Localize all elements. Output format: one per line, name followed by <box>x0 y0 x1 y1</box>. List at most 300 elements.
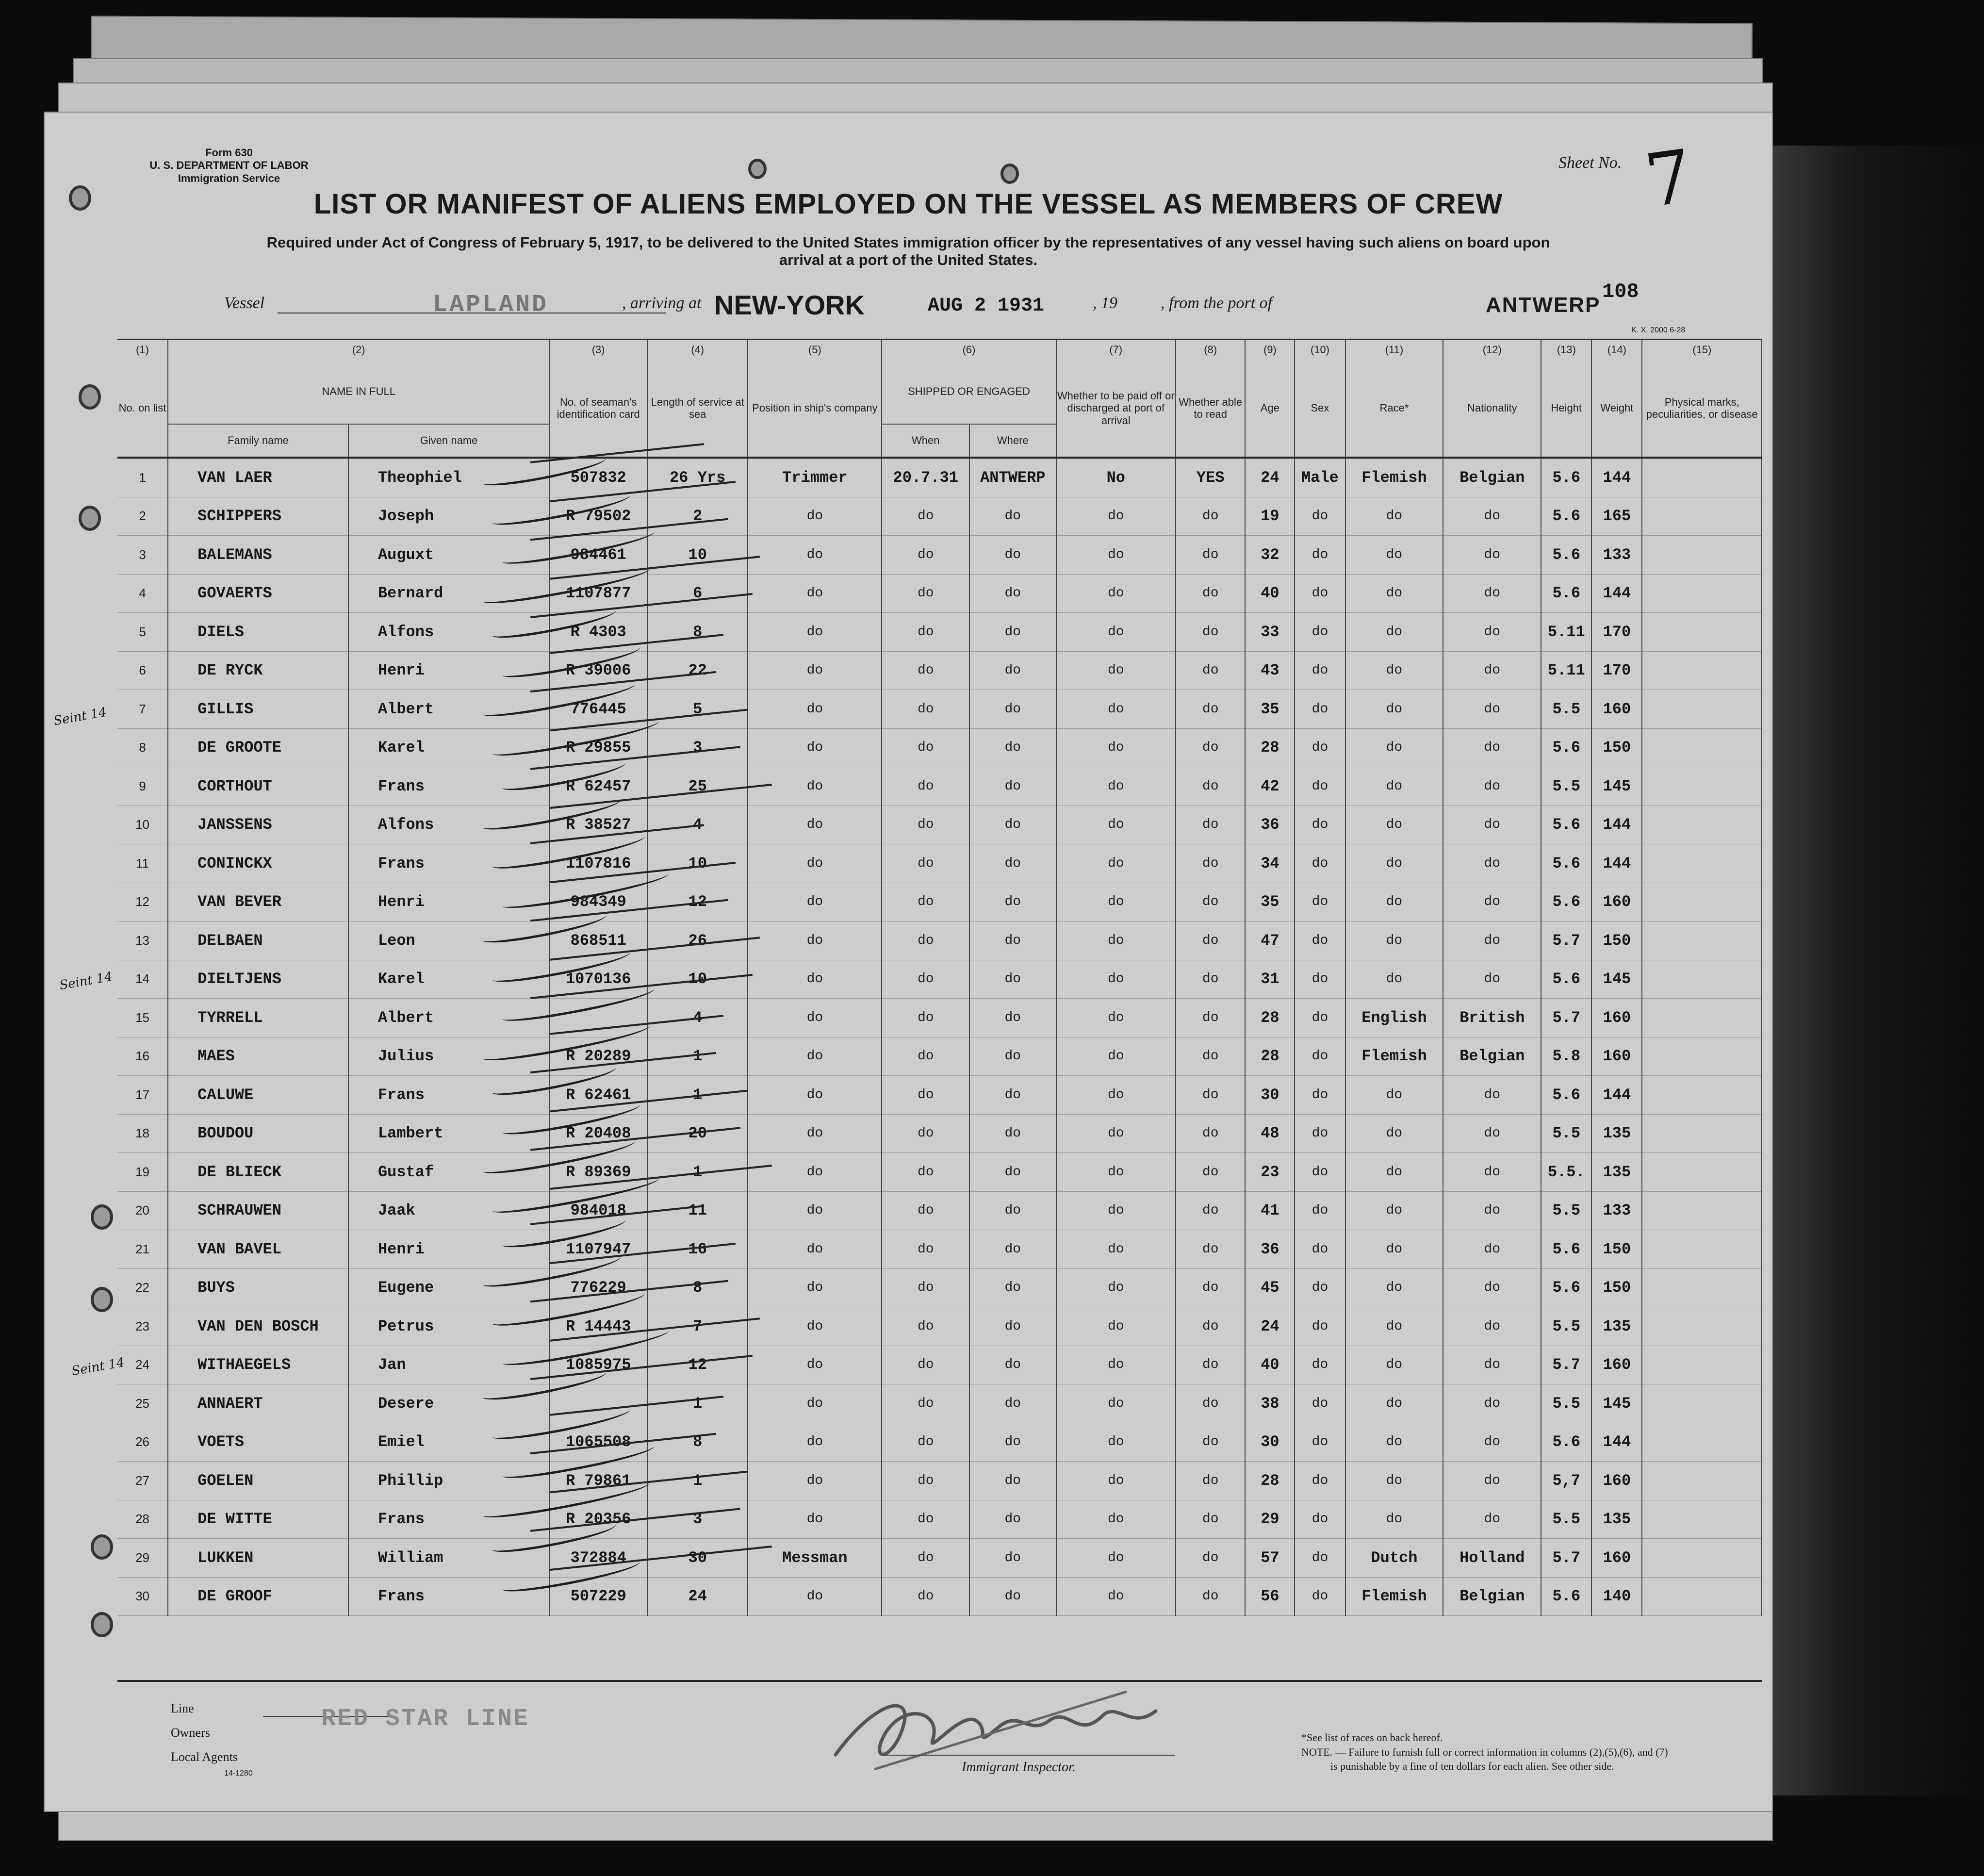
family-name: SCHIPPERS <box>168 497 348 536</box>
family-name: DELBAEN <box>168 922 348 960</box>
shipped-when: do <box>882 1076 969 1115</box>
able-to-read: do <box>1176 999 1245 1037</box>
given-name: Jaak <box>348 1191 549 1230</box>
table-row <box>117 1037 1762 1076</box>
table-row <box>117 1346 1762 1384</box>
shipped-where: do <box>969 1307 1056 1346</box>
shipped-when: do <box>882 1268 969 1307</box>
shipped-when: do <box>882 1539 969 1578</box>
given-name: Alfons <box>348 806 549 844</box>
position: do <box>748 574 882 613</box>
position: do <box>748 1500 882 1539</box>
paid-off: do <box>1056 728 1176 767</box>
col-number-14: (14) <box>1591 340 1642 360</box>
binding-hole <box>79 384 101 410</box>
sex: do <box>1295 728 1345 767</box>
departure-port: ANTWERP <box>1486 293 1601 317</box>
weight: 144 <box>1591 806 1642 844</box>
sheet-number: 7 <box>1640 134 1698 224</box>
physical-marks <box>1642 883 1762 922</box>
weight: 160 <box>1591 690 1642 729</box>
position: do <box>748 767 882 806</box>
height: 5.11 <box>1541 613 1591 652</box>
col-number-11: (11) <box>1345 340 1443 360</box>
able-to-read: do <box>1176 1539 1245 1578</box>
able-to-read: do <box>1176 536 1245 575</box>
col-number-4: (4) <box>647 340 748 360</box>
shipped-where: do <box>969 922 1056 960</box>
height: 5.6 <box>1541 806 1591 844</box>
given-name: Alfons <box>348 613 549 652</box>
race: do <box>1345 922 1443 960</box>
weight: 144 <box>1591 1076 1642 1115</box>
nationality: do <box>1443 1346 1541 1384</box>
paid-off: do <box>1056 1037 1176 1076</box>
row-number: 22 <box>117 1268 168 1307</box>
weight: 150 <box>1591 1230 1642 1269</box>
weight: 144 <box>1591 844 1642 883</box>
page-title: LIST OR MANIFEST OF ALIENS EMPLOYED ON THE VESSEL AS MEMBERS OF CREW <box>313 188 1503 220</box>
shipped-where: do <box>969 1114 1056 1153</box>
sheet-extra-number: 108 <box>1602 280 1639 303</box>
family-name: GILLIS <box>168 690 348 729</box>
col-number-7: (7) <box>1056 340 1176 360</box>
row-number: 14 <box>117 960 168 999</box>
age: 36 <box>1245 1230 1295 1269</box>
shipped-when: do <box>882 728 969 767</box>
department-name: U. S. DEPARTMENT OF LABOR <box>149 159 309 172</box>
table-row <box>117 651 1762 690</box>
id-card-number: R 79502 <box>549 497 647 536</box>
service-length: 4 <box>647 806 748 844</box>
service-name: Immigration Service <box>178 172 280 184</box>
race: do <box>1345 767 1443 806</box>
paid-off: do <box>1056 497 1176 536</box>
id-card-number: R 20356 <box>549 1500 647 1539</box>
race: Flemish <box>1345 1577 1443 1616</box>
col-number-15: (15) <box>1642 340 1762 360</box>
physical-marks <box>1642 497 1762 536</box>
shipped-where: do <box>969 497 1056 536</box>
nationality: do <box>1443 922 1541 960</box>
position: Messman <box>748 1539 882 1578</box>
shipped-when: do <box>882 690 969 729</box>
race: do <box>1345 1462 1443 1500</box>
binding-hole <box>79 506 101 531</box>
given-name: Phillip <box>348 1462 549 1500</box>
row-number: 26 <box>117 1423 168 1462</box>
paid-off: do <box>1056 960 1176 999</box>
age: 29 <box>1245 1500 1295 1539</box>
table-row <box>117 1114 1762 1153</box>
race: do <box>1345 960 1443 999</box>
shipped-when: do <box>882 651 969 690</box>
col-number-1: (1) <box>117 340 168 360</box>
race: do <box>1345 1114 1443 1153</box>
shipped-where: do <box>969 1037 1056 1076</box>
sex: do <box>1295 1076 1345 1115</box>
given-name: Karel <box>348 728 549 767</box>
age: 48 <box>1245 1114 1295 1153</box>
weight: 165 <box>1591 497 1642 536</box>
position: do <box>748 960 882 999</box>
table-row <box>117 497 1762 536</box>
age: 19 <box>1245 497 1295 536</box>
shipped-where: do <box>969 806 1056 844</box>
service-length: 8 <box>647 613 748 652</box>
physical-marks <box>1642 1423 1762 1462</box>
physical-marks <box>1642 1346 1762 1384</box>
paid-off: do <box>1056 806 1176 844</box>
physical-marks <box>1642 1462 1762 1500</box>
family-name: VAN BAVEL <box>168 1230 348 1269</box>
given-name: Henri <box>348 651 549 690</box>
position: do <box>748 1191 882 1230</box>
physical-marks <box>1642 1539 1762 1578</box>
shipped-where: do <box>969 1423 1056 1462</box>
arrival-port: NEW-YORK <box>714 290 865 320</box>
height: 5.7 <box>1541 999 1591 1037</box>
service-length: 30 <box>647 1539 748 1578</box>
col-number-2: (2) <box>168 340 549 360</box>
sheet-label: Sheet No. <box>1558 154 1622 172</box>
weight: 150 <box>1591 922 1642 960</box>
given-name: Frans <box>348 1577 549 1616</box>
sex: do <box>1295 1268 1345 1307</box>
sex: do <box>1295 1539 1345 1578</box>
row-number: 21 <box>117 1230 168 1269</box>
row-number: 18 <box>117 1114 168 1153</box>
sex: do <box>1295 613 1345 652</box>
nationality: do <box>1443 613 1541 652</box>
weight: 160 <box>1591 883 1642 922</box>
id-card-number: R 79861 <box>549 1462 647 1500</box>
id-card-number: R 38527 <box>549 806 647 844</box>
weight: 144 <box>1591 458 1642 497</box>
height: 5.8 <box>1541 1037 1591 1076</box>
given-name: Albert <box>348 999 549 1037</box>
shipped-when: do <box>882 767 969 806</box>
subtitle-line-2: arrival at a port of the United States. <box>779 251 1038 268</box>
table-row <box>117 999 1762 1037</box>
family-name: CORTHOUT <box>168 767 348 806</box>
shipped-when: do <box>882 613 969 652</box>
physical-marks <box>1642 1037 1762 1076</box>
family-name: BALEMANS <box>168 536 348 575</box>
table-row <box>117 1500 1762 1539</box>
able-to-read: do <box>1176 651 1245 690</box>
family-name: DE WITTE <box>168 1500 348 1539</box>
position: do <box>748 1423 882 1462</box>
family-name: WITHAEGELS <box>168 1346 348 1384</box>
shipped-where: do <box>969 1384 1056 1423</box>
sex: do <box>1295 1384 1345 1423</box>
sex: do <box>1295 999 1345 1037</box>
sex: do <box>1295 497 1345 536</box>
row-number: 12 <box>117 883 168 922</box>
weight: 144 <box>1591 574 1642 613</box>
header-paid-off: Whether to be paid off or discharged at port of arrival <box>1056 360 1176 458</box>
weight: 145 <box>1591 767 1642 806</box>
nationality: do <box>1443 536 1541 575</box>
row-number: 2 <box>117 497 168 536</box>
age: 40 <box>1245 1346 1295 1384</box>
given-name: Petrus <box>348 1307 549 1346</box>
nationality: Belgian <box>1443 458 1541 497</box>
id-card-number: R 29855 <box>549 728 647 767</box>
able-to-read: do <box>1176 1076 1245 1115</box>
row-number: 17 <box>117 1076 168 1115</box>
sex: do <box>1295 806 1345 844</box>
height: 5.5 <box>1541 1500 1591 1539</box>
physical-marks <box>1642 999 1762 1037</box>
from-port-label: , from the port of <box>1161 294 1273 312</box>
able-to-read: do <box>1176 922 1245 960</box>
paid-off: do <box>1056 999 1176 1037</box>
col-number-9: (9) <box>1245 340 1295 360</box>
table-row <box>117 1462 1762 1500</box>
given-name: Joseph <box>348 497 549 536</box>
family-name: MAES <box>168 1037 348 1076</box>
race: do <box>1345 1268 1443 1307</box>
id-card-number: 507229 <box>549 1577 647 1616</box>
nationality: Holland <box>1443 1539 1541 1578</box>
able-to-read: YES <box>1176 458 1245 497</box>
col-number-13: (13) <box>1541 340 1591 360</box>
family-name: VOETS <box>168 1423 348 1462</box>
shipped-where: ANTWERP <box>969 458 1056 497</box>
sex: do <box>1295 883 1345 922</box>
family-name: BUYS <box>168 1268 348 1307</box>
height: 5.6 <box>1541 497 1591 536</box>
paid-off: do <box>1056 922 1176 960</box>
service-length: 16 <box>647 1230 748 1269</box>
given-name: Henri <box>348 1230 549 1269</box>
nationality: do <box>1443 960 1541 999</box>
age: 34 <box>1245 844 1295 883</box>
paid-off: do <box>1056 536 1176 575</box>
physical-marks <box>1642 1500 1762 1539</box>
able-to-read: do <box>1176 1230 1245 1269</box>
physical-marks <box>1642 806 1762 844</box>
shipped-where: do <box>969 1462 1056 1500</box>
shipped-where: do <box>969 613 1056 652</box>
position: do <box>748 922 882 960</box>
height: 5.6 <box>1541 1577 1591 1616</box>
nationality: do <box>1443 1462 1541 1500</box>
race: do <box>1345 690 1443 729</box>
service-length: 22 <box>647 651 748 690</box>
given-name: Frans <box>348 1076 549 1115</box>
weight: 145 <box>1591 1384 1642 1423</box>
nationality: do <box>1443 690 1541 729</box>
family-name: GOELEN <box>168 1462 348 1500</box>
age: 24 <box>1245 458 1295 497</box>
service-length: 25 <box>647 767 748 806</box>
note-penalty: NOTE. — Failure to furnish full or correct information in columns (2),(5),(6), and (7) <box>1301 1745 1668 1758</box>
sex: do <box>1295 651 1345 690</box>
given-name: Frans <box>348 767 549 806</box>
manifest-page <box>44 112 1773 1812</box>
nationality: do <box>1443 728 1541 767</box>
owners-label: Owners <box>171 1726 210 1740</box>
row-number: 11 <box>117 844 168 883</box>
nationality: British <box>1443 999 1541 1037</box>
line-stamp: RED STAR LINE <box>321 1705 530 1733</box>
family-name: JANSSENS <box>168 806 348 844</box>
header-weight: Weight <box>1591 360 1642 458</box>
row-number: 13 <box>117 922 168 960</box>
age: 33 <box>1245 613 1295 652</box>
sex: do <box>1295 1153 1345 1192</box>
race: do <box>1345 1500 1443 1539</box>
id-card-number: R 14443 <box>549 1307 647 1346</box>
footer-section <box>117 1680 1762 1808</box>
position: do <box>748 1037 882 1076</box>
scan-shadow <box>1766 146 1984 1795</box>
paid-off: do <box>1056 1268 1176 1307</box>
given-name: Frans <box>348 1500 549 1539</box>
paid-off: do <box>1056 613 1176 652</box>
height: 5.5 <box>1541 690 1591 729</box>
table-row <box>117 728 1762 767</box>
shipped-where: do <box>969 844 1056 883</box>
table-row <box>117 806 1762 844</box>
family-name: DE BLIECK <box>168 1153 348 1192</box>
able-to-read: do <box>1176 1191 1245 1230</box>
position: do <box>748 1462 882 1500</box>
binding-hole <box>748 159 767 179</box>
age: 28 <box>1245 728 1295 767</box>
race: do <box>1345 806 1443 844</box>
row-number: 9 <box>117 767 168 806</box>
shipped-when: do <box>882 497 969 536</box>
sex: do <box>1295 1462 1345 1500</box>
id-card-number: 984461 <box>549 536 647 575</box>
age: 57 <box>1245 1539 1295 1578</box>
service-length: 26 <box>647 922 748 960</box>
nationality: do <box>1443 1307 1541 1346</box>
header-length-service: Length of service at sea <box>647 360 748 458</box>
id-card-number: R 4303 <box>549 613 647 652</box>
able-to-read: do <box>1176 1037 1245 1076</box>
id-card-number: 1085975 <box>549 1346 647 1384</box>
row-number: 6 <box>117 651 168 690</box>
shipped-where: do <box>969 1577 1056 1616</box>
shipped-when: do <box>882 1423 969 1462</box>
able-to-read: do <box>1176 613 1245 652</box>
given-name: Karel <box>348 960 549 999</box>
col-number-8: (8) <box>1176 340 1245 360</box>
service-length: 4 <box>647 999 748 1037</box>
weight: 150 <box>1591 728 1642 767</box>
race: do <box>1345 497 1443 536</box>
age: 28 <box>1245 1462 1295 1500</box>
sex: do <box>1295 1500 1345 1539</box>
physical-marks <box>1642 536 1762 575</box>
row-number: 19 <box>117 1153 168 1192</box>
header-height: Height <box>1541 360 1591 458</box>
height: 5.7 <box>1541 1539 1591 1578</box>
physical-marks <box>1642 458 1762 497</box>
row-number: 16 <box>117 1037 168 1076</box>
weight: 135 <box>1591 1153 1642 1192</box>
header-race: Race* <box>1345 360 1443 458</box>
service-length: 2 <box>647 497 748 536</box>
able-to-read: do <box>1176 1462 1245 1500</box>
agents-label: Local Agents <box>171 1750 238 1764</box>
id-card-number: R 20408 <box>549 1114 647 1153</box>
given-name: Eugene <box>348 1268 549 1307</box>
sex: do <box>1295 1037 1345 1076</box>
shipped-when: do <box>882 1346 969 1384</box>
height: 5.6 <box>1541 844 1591 883</box>
able-to-read: do <box>1176 1577 1245 1616</box>
shipped-where: do <box>969 690 1056 729</box>
weight: 160 <box>1591 1462 1642 1500</box>
shipped-when: do <box>882 536 969 575</box>
crew-table <box>117 339 1762 1616</box>
position: do <box>748 1153 882 1192</box>
paid-off: do <box>1056 767 1176 806</box>
table-row <box>117 1539 1762 1578</box>
given-name: Julius <box>348 1037 549 1076</box>
paid-off: do <box>1056 1153 1176 1192</box>
id-card-number: 776229 <box>549 1268 647 1307</box>
nationality: do <box>1443 1191 1541 1230</box>
race: do <box>1345 728 1443 767</box>
table-row <box>117 1423 1762 1462</box>
col-number-10: (10) <box>1295 340 1345 360</box>
sex: do <box>1295 1423 1345 1462</box>
header-shipped: SHIPPED OR ENGAGED <box>882 360 1056 424</box>
physical-marks <box>1642 574 1762 613</box>
nationality: Belgian <box>1443 1577 1541 1616</box>
note-races: *See list of races on back hereof. <box>1301 1731 1443 1744</box>
service-length: 3 <box>647 728 748 767</box>
nationality: Belgian <box>1443 1037 1541 1076</box>
form-number: Form 630 <box>205 147 253 159</box>
row-number: 23 <box>117 1307 168 1346</box>
row-number: 10 <box>117 806 168 844</box>
position: do <box>748 1230 882 1269</box>
shipped-when: do <box>882 844 969 883</box>
id-card-number: R 20289 <box>549 1037 647 1076</box>
header-position: Position in ship's company <box>748 360 882 458</box>
id-card-number: 776445 <box>549 690 647 729</box>
age: 28 <box>1245 999 1295 1037</box>
race: do <box>1345 1346 1443 1384</box>
race: Flemish <box>1345 1037 1443 1076</box>
height: 5.6 <box>1541 458 1591 497</box>
height: 5.5 <box>1541 767 1591 806</box>
year-label: , 19 <box>1093 294 1117 312</box>
family-name: DE GROOF <box>168 1577 348 1616</box>
family-name: LUKKEN <box>168 1539 348 1578</box>
service-length: 24 <box>647 1577 748 1616</box>
age: 35 <box>1245 690 1295 729</box>
shipped-when: do <box>882 1230 969 1269</box>
family-name: BOUDOU <box>168 1114 348 1153</box>
height: 5.6 <box>1541 883 1591 922</box>
shipped-where: do <box>969 960 1056 999</box>
given-name: Emiel <box>348 1423 549 1462</box>
service-length: 1 <box>647 1384 748 1423</box>
nationality: do <box>1443 574 1541 613</box>
race: do <box>1345 1153 1443 1192</box>
able-to-read: do <box>1176 1346 1245 1384</box>
able-to-read: do <box>1176 1114 1245 1153</box>
